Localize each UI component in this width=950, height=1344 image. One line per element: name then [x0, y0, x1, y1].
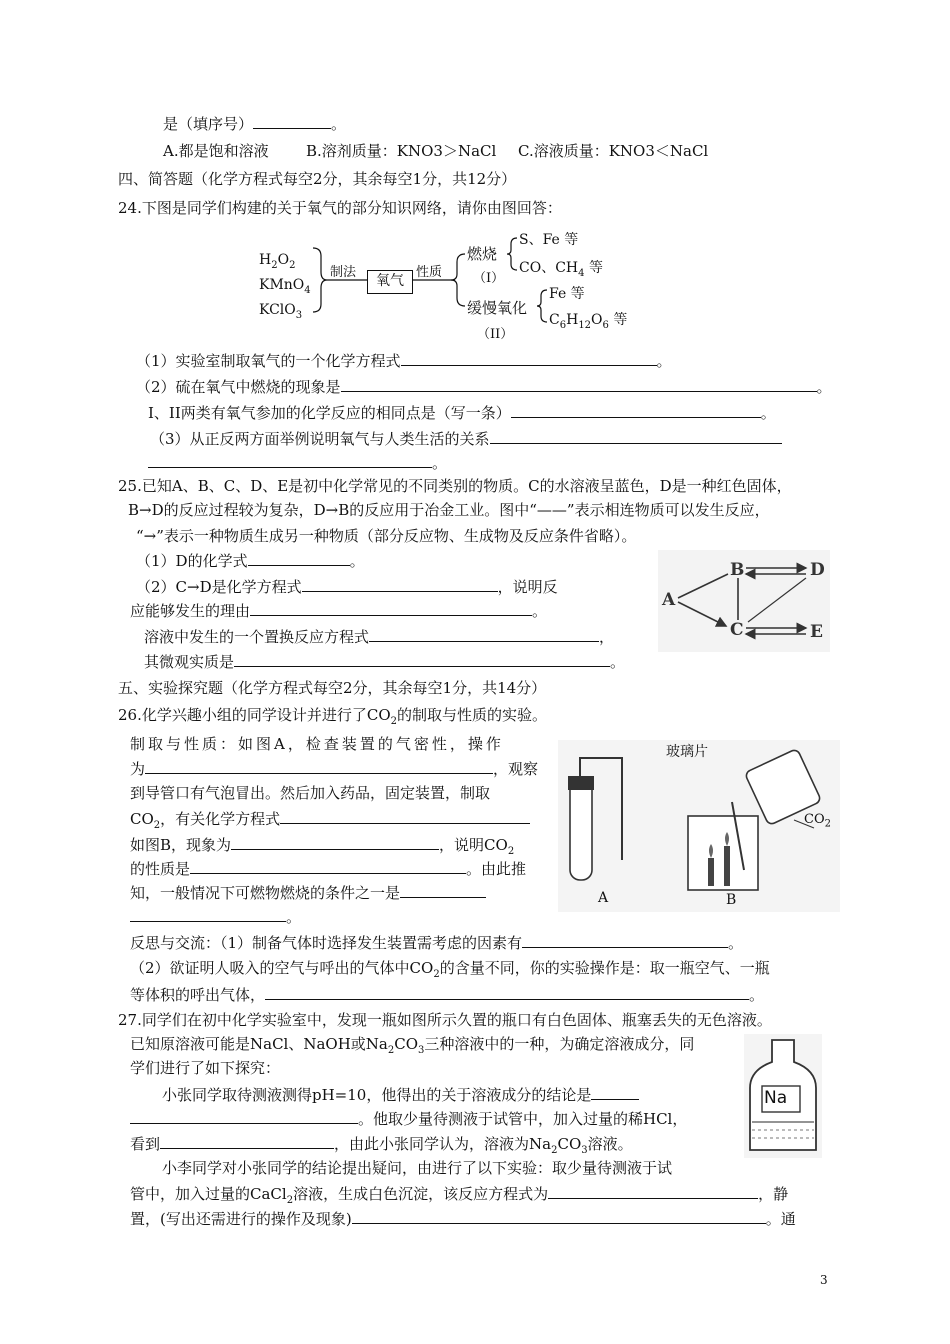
co2-label: $CO_2$ [804, 812, 831, 830]
category-label-2: （II） [477, 327, 514, 342]
q24-part3-cont: 。 [148, 452, 447, 473]
q27-stem-1: 27.同学们在初中化学实验室中，发现一瓶如图所示久置的瓶口有白色固体、瓶塞丢失的无色溶液。 [118, 1011, 772, 1029]
q26-line-7: 知，一般情况下可燃物燃烧的条件之一是 [130, 882, 486, 903]
answer-blank[interactable] [302, 576, 498, 592]
answer-blank[interactable] [522, 932, 728, 948]
q25-stem-1: 25.已知A、B、C、D、E是初中化学常见的不同类别的物质。C的水溶液呈蓝色，D是一种红色固体， [118, 477, 792, 495]
oxygen-knowledge-diagram [255, 226, 635, 346]
section5-title: 五、实验探究题（化学方程式每空2分，其余每空1分，共14分） [118, 679, 547, 697]
glass-plate-label: 玻璃片 [666, 744, 708, 760]
q24-part3: （3）从正反两方面举例说明氧气与人类生活的关系 [150, 428, 782, 449]
answer-blank[interactable] [248, 550, 350, 566]
q27-stem-3: 学们进行了如下探究： [130, 1059, 281, 1077]
q25-part2-reason: 应能够发生的理由 。 [130, 602, 548, 620]
q27-para-5: 管中，加入过量的CaCl$_2$溶液，生成白色沉淀，该反应方程式为 ，静 [130, 1185, 789, 1206]
q25-part1: （1）D的化学式 。 [136, 552, 365, 570]
q23-option-b: B.溶剂质量：KNO3＞NaCl [306, 142, 497, 160]
q27-stem-2: 已知原溶液可能是NaCl、NaOH或$Na_2CO_3$三种溶液中的一种，为确定溶液成分，同 [130, 1035, 695, 1056]
node-e: E [810, 622, 823, 642]
q23-option-c: C.溶液质量：KNO3＜NaCl [518, 142, 709, 160]
q26-line-3: 到导管口有气泡冒出。然后加入药品，固定装置，制取 [130, 784, 491, 802]
q27-para-6: 置，(写出还需进行的操作及现象) 。通 [130, 1210, 796, 1228]
q26-reflection-1: 反思与交流：（1）制备气体时选择发生装置需考虑的因素有 。 [130, 934, 744, 952]
node-b: B [730, 560, 745, 580]
answer-blank[interactable] [369, 626, 599, 642]
q26-line-5: 如图B，现象为 ，说明$CO_2$ [130, 836, 515, 857]
answer-blank[interactable] [548, 1183, 758, 1199]
q24-part1: （1）实验室制取氧气的一个化学方程式 。 [136, 352, 672, 370]
q26-reflection-2: （2）欲证明人吸入的空气与呼出的气体中$CO_2$的含量不同，你的实验操作是：取一瓶空气、一瓶 [130, 959, 770, 980]
figure-b-label: B [726, 892, 737, 908]
node-c: C [730, 620, 744, 640]
q27-para-2: 。他取少量待测液于试管中，加入过量的稀HCl， [130, 1108, 687, 1129]
answer-blank[interactable] [148, 452, 432, 468]
q25-part4: 其微观实质是 。 [144, 653, 626, 671]
reactant-kmno4: KMnO$_4$ [259, 277, 311, 296]
q26-line-2: 为 ，观察 [130, 760, 539, 778]
q25-stem-3: “→”表示一种物质生成另一种物质（部分反应物、生成物及反应条件省略）。 [136, 527, 637, 545]
oxygen-box: 氧气 [367, 270, 413, 294]
combustion-item-1: S、Fe 等 [519, 232, 579, 248]
q25-stem-2: B→D的反应过程较为复杂，D→B的反应用于冶金工业。图中“——”表示相连物质可以发生反应， [128, 501, 770, 519]
slow-oxidation-label: 缓慢氧化 [467, 299, 528, 317]
category-label-1: （I） [473, 271, 505, 286]
answer-blank[interactable] [234, 651, 610, 667]
substance-relation-diagram [658, 550, 830, 652]
node-d: D [810, 560, 825, 580]
answer-blank[interactable] [265, 984, 749, 1000]
node-a: A [662, 590, 676, 610]
answer-blank[interactable] [511, 402, 761, 418]
answer-blank[interactable] [160, 1133, 334, 1149]
q26-reflection-3: 等体积的呼出气体， 。 [130, 986, 765, 1004]
q24-stem: 24.下图是同学们构建的关于氧气的部分知识网络，请你由图回答： [118, 199, 562, 217]
answer-blank[interactable] [130, 906, 286, 922]
q24-part2b: I、II两类有氧气参加的化学反应的相同点是（写一条） 。 [148, 404, 776, 422]
reactant-h2o2: $H_2O_2$ [259, 252, 296, 271]
answer-blank[interactable] [401, 350, 657, 366]
q25-part3: 溶液中发生的一个置换反应方程式 ， [144, 628, 615, 646]
answer-blank[interactable] [253, 113, 331, 129]
answer-blank[interactable] [145, 758, 493, 774]
answer-blank[interactable] [280, 808, 530, 824]
answer-blank[interactable] [231, 834, 439, 850]
q26-line-1: 制取与性质：如图A，检查装置的气密性，操作 [130, 735, 504, 753]
slow-item-2: $C_6H_{12}O_6$ 等 [549, 312, 628, 331]
figure-a-label: A [598, 890, 609, 906]
co2-apparatus-figure [558, 740, 840, 912]
answer-blank[interactable] [490, 428, 782, 444]
q27-para-3: 看到 ，由此小张同学认为，溶液为$Na_2CO_3$溶液。 [130, 1135, 633, 1156]
slow-item-1: Fe 等 [549, 286, 585, 302]
answer-blank[interactable] [400, 882, 486, 898]
answer-blank[interactable] [130, 1108, 358, 1124]
page-number: 3 [820, 1273, 828, 1287]
q27-para-1: 小张同学取待测液测得pH=10，他得出的关于溶液成分的结论是 [162, 1084, 639, 1105]
answer-blank[interactable] [352, 1208, 766, 1224]
q27-para-4: 小李同学对小张同学的结论提出疑问，由进行了以下实验：取少量待测液于试 [162, 1159, 673, 1177]
reagent-bottle-figure [744, 1034, 822, 1158]
answer-blank[interactable] [341, 376, 817, 392]
bottle-label-na: Na [764, 1088, 788, 1108]
answer-blank[interactable] [591, 1084, 639, 1100]
q23-option-a: A.都是饱和溶液 [163, 142, 269, 160]
method-label: 制法 [330, 265, 357, 280]
q26-stem: 26.化学兴趣小组的同学设计并进行了$CO_2$的制取与性质的实验。 [118, 706, 548, 727]
q25-part2: （2）C→D是化学方程式 ，说明反 [136, 578, 558, 596]
answer-blank[interactable] [190, 858, 466, 874]
combustion-item-2: CO、$CH_4$ 等 [519, 260, 603, 279]
combustion-label: 燃烧 [467, 245, 498, 263]
reactant-kclo3: KClO$_3$ [259, 302, 303, 321]
answer-blank[interactable] [250, 600, 532, 616]
q23-line: 是（填序号） 。 [163, 115, 347, 133]
q26-line-8: 。 [130, 906, 301, 927]
section4-title: 四、简答题（化学方程式每空2分，其余每空1分，共12分） [118, 170, 517, 188]
q26-line-4: $CO_2$，有关化学方程式 [130, 808, 530, 836]
q24-part2: （2）硫在氧气中燃烧的现象是 。 [136, 378, 832, 396]
property-label: 性质 [416, 265, 443, 280]
q26-line-6: 的性质是 。由此推 [130, 860, 527, 878]
apparatus-drawing [558, 740, 840, 912]
